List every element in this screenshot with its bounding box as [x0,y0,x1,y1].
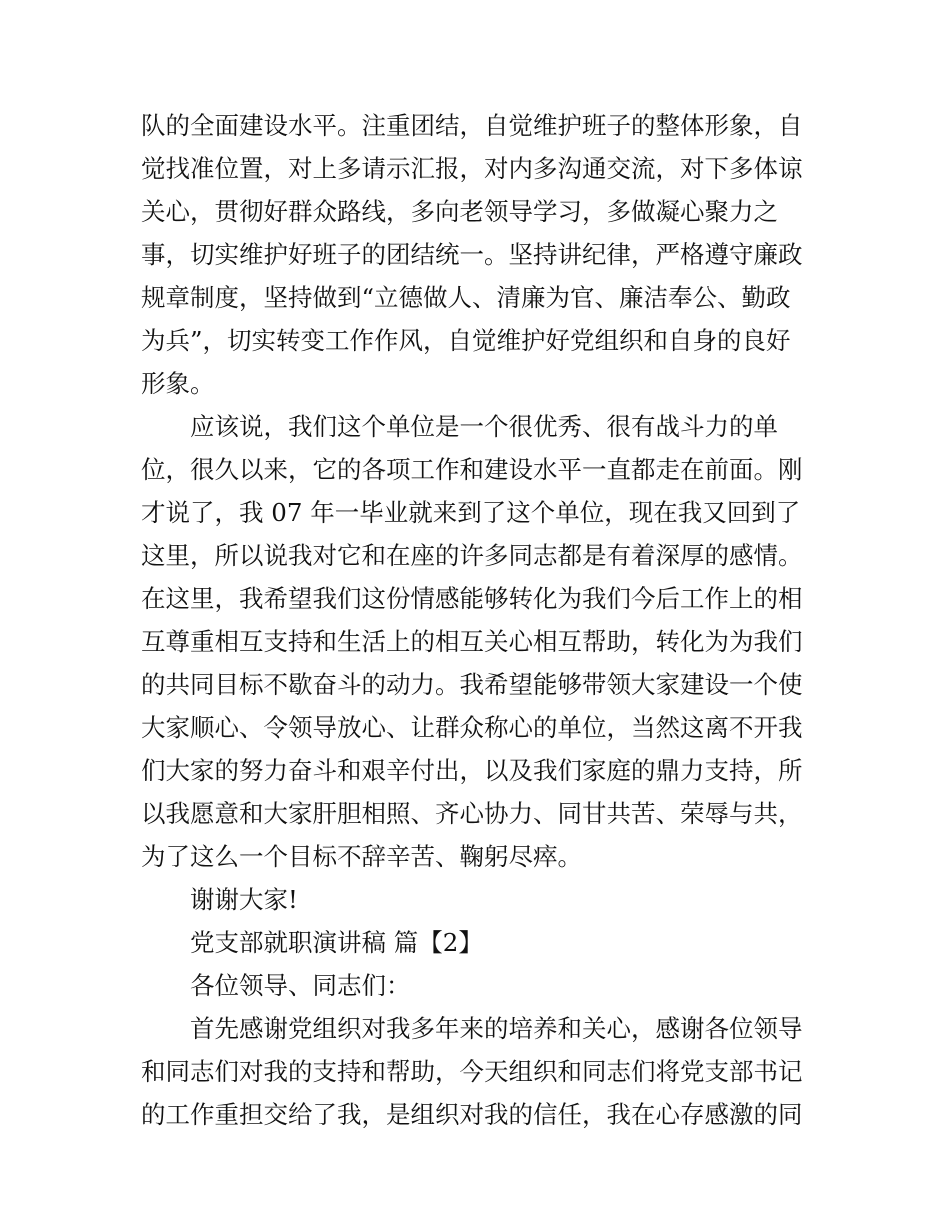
text-line: 规章制度，坚持做到“立德做人、清廉为官、廉洁奉公、勤政 [141,283,791,312]
text-line: 们大家的努力奋斗和艰辛付出，以及我们家庭的鼎力支持，所 [141,756,803,785]
text-line: 的工作重担交给了我，是组织对我的信任，我在心存感激的同 [141,1100,803,1129]
text-line: 才说了，我 07 年一毕业就来到了这个单位，现在我又回到了 [141,498,801,527]
text-line: 以我愿意和大家肝胆相照、齐心协力、同甘共苦、荣辱与共， [141,799,803,828]
text-line: 关心，贯彻好群众路线，多向老领导学习，多做凝心聚力之 [141,197,778,226]
text-line: 大家顺心、令领导放心、让群众称心的单位，当然这离不开我 [141,713,803,742]
text-line: 为了这么一个目标不辞辛苦、鞠躬尽瘁。 [141,842,582,871]
text-line: 形象。 [141,369,215,398]
text-line: 的共同目标不歇奋斗的动力。我希望能够带领大家建设一个使 [141,670,803,699]
text-line: 为兵”，切实转变工作作风，自觉维护好党组织和自身的良好 [141,326,791,355]
text-line: 这里，所以说我对它和在座的许多同志都是有着深厚的感情。 [141,541,803,570]
section-heading: 党支部就职演讲稿 篇【2】 [190,928,483,957]
closing-thanks: 谢谢大家! [190,885,298,914]
paragraph-first-line: 应该说，我们这个单位是一个很优秀、很有战斗力的单 [190,412,778,441]
text-line: 觉找准位置，对上多请示汇报，对内多沟通交流，对下多体谅 [141,154,803,183]
text-line: 和同志们对我的支持和帮助，今天组织和同志们将党支部书记 [141,1057,803,1086]
paragraph-first-line: 首先感谢党组织对我多年来的培养和关心，感谢各位领导 [190,1014,803,1043]
text-line: 队的全面建设水平。注重团结，自觉维护班子的整体形象，自 [141,111,803,140]
text-line: 位，很久以来，它的各项工作和建设水平一直都走在前面。刚 [141,455,803,484]
text-line: 在这里，我希望我们这份情感能够转化为我们今后工作上的相 [141,584,803,613]
salutation: 各位领导、同志们： [190,971,411,1000]
text-line: 互尊重相互支持和生活上的相互关心相互帮助，转化为为我们 [141,627,803,656]
text-line: 事，切实维护好班子的团结统一。坚持讲纪律，严格遵守廉政 [141,240,803,269]
